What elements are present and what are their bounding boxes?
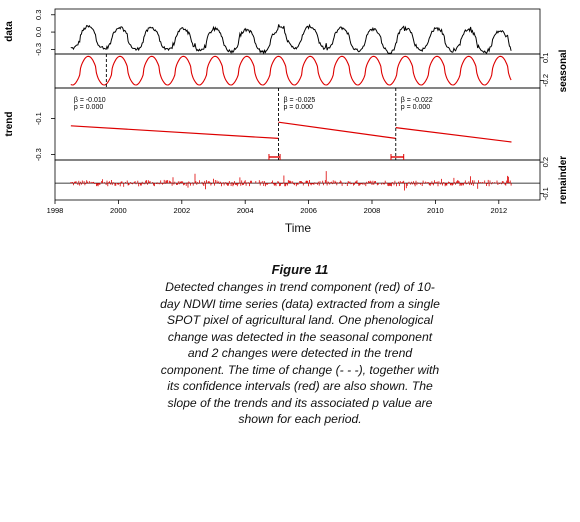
figure-caption xyxy=(160,262,440,428)
trend-p-label: p = 0.000 xyxy=(73,104,104,111)
panel-label-seasonal: seasonal xyxy=(558,49,569,93)
y-tick-label-seasonal: 0.1 xyxy=(541,52,550,63)
y-tick-label-trend: -0.3 xyxy=(34,148,43,162)
seasonal-line xyxy=(71,56,511,85)
x-axis-title: Time xyxy=(284,221,312,235)
x-tick-label: 2008 xyxy=(363,206,381,215)
panel-frame-remainder xyxy=(55,160,540,200)
panel-label-remainder: remainder xyxy=(558,155,569,205)
y-tick-label-remainder: 0.2 xyxy=(541,156,550,168)
x-tick-label: 1998 xyxy=(46,206,64,215)
panel-label-trend: trend xyxy=(4,111,15,137)
caption-title: Figure 11 xyxy=(271,262,329,277)
y-tick-label-trend: -0.1 xyxy=(34,112,43,126)
x-tick-label: 2010 xyxy=(427,206,444,215)
trend-p-label: p = 0.000 xyxy=(400,104,431,111)
trend-slope-label: β = -0.025 xyxy=(283,97,316,104)
y-tick-label-data: 0.3 xyxy=(34,9,43,20)
caption-text: Detected changes in trend component (red) of 10-day NDWI time series (data) extracted from a single SPOT pixel of agricultural land. One phenological change was detected in the seasonal component and 2 changes were detected in the trend component. The time of change (- - -), together with its confidence intervals (red) are also shown. The slope of the trends and its associated p value are shown for each period. xyxy=(160,280,440,426)
panel-label-data: data xyxy=(4,21,15,42)
trend-p-label: p = 0.000 xyxy=(283,104,313,111)
x-tick-label: 2012 xyxy=(490,206,508,215)
y-tick-label-seasonal: -0.2 xyxy=(541,73,550,87)
trend-segment xyxy=(71,126,279,139)
x-tick-label: 2002 xyxy=(173,206,191,215)
stl-decomposition-figure xyxy=(0,0,580,240)
trend-segment xyxy=(278,122,395,138)
trend-slope-label: β = -0.010 xyxy=(73,97,106,104)
y-tick-label-remainder: -0.1 xyxy=(541,187,550,201)
x-tick-label: 2000 xyxy=(110,206,127,215)
data-line xyxy=(71,24,511,53)
x-tick-label: 2006 xyxy=(300,206,317,215)
trend-slope-label: β = -0.022 xyxy=(400,97,433,104)
y-tick-label-data: 0.0 xyxy=(34,26,43,38)
x-tick-label: 2004 xyxy=(236,206,254,215)
trend-segment xyxy=(396,128,512,142)
y-tick-label-data: -0.3 xyxy=(34,42,43,56)
